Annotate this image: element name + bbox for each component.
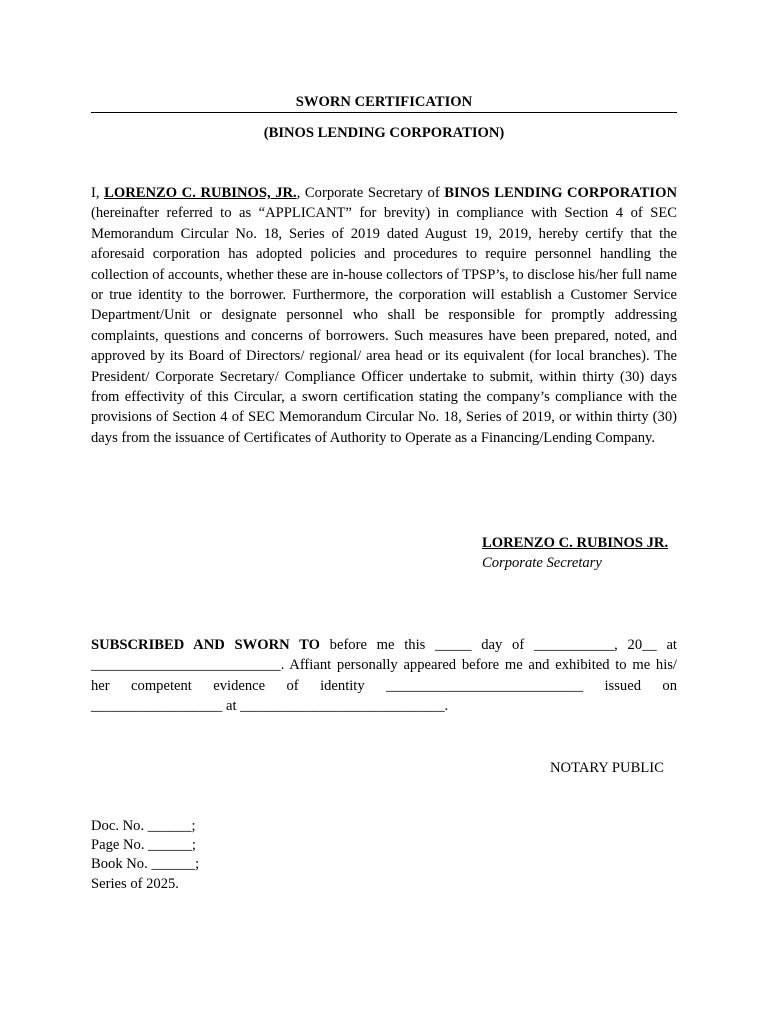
doc-no: Doc. No. ______; (91, 818, 196, 834)
series: Series of 2025. (91, 875, 179, 892)
jurat-text: before me this _____ day of ___________, 20__ at __________________________. Affiant personally appeared before me and exhibited to me his/ her competent evidence of identity ___________________________ issued on __________________ at ____________________________. (91, 637, 677, 715)
jurat-lead: SUBSCRIBED AND SWORN TO (91, 637, 320, 653)
para-rest: (hereinafter referred to as “APPLICANT” for brevity) in compliance with Section 4 of SEC Memorandum Circular No. 18, Series of 2019 dated August 19, 2019, hereby certify that the aforesaid corporation has adopted policies and procedures to require personnel handling the collection of accounts, whether these are in-house collectors of TPSP’s, to disclose his/her full name or true identity to the borrower. Furthermore, the corporation will establish a Customer Service Department/Unit or designate personnel who shall be responsible for promptly addressing complaints, questions and concerns of borrowers. Such measures have been prepared, noted, and approved by its Board of Directors/ regional/ area head or its equivalent (for local branches). The President/ Corporate Secretary/ Compliance Officer undertake to submit, within thirty (30) days from effectivity of this Circular, a sworn certification stating the company’s compliance with the provisions of Section 4 of SEC Memorandum Circular No. 18, Series of 2019, or within thirty (30) days from the issuance of Certificates of Authority to Operate as a Financing/Lending Company. (91, 205, 677, 446)
para-mid: , Corporate Secretary of (296, 185, 445, 201)
affiant-name: LORENZO C. RUBINOS, JR. (104, 185, 297, 201)
company-name: BINOS LENDING CORPORATION (444, 185, 678, 201)
document-title: SWORN CERTIFICATION (295, 94, 473, 110)
signatory-title: Corporate Secretary (482, 555, 602, 571)
signatory-name: LORENZO C. RUBINOS JR. (482, 535, 669, 551)
jurat-paragraph (91, 635, 677, 717)
notarial-register-block (91, 817, 199, 894)
document-subtitle: (BINOS LENDING CORPORATION) (263, 125, 505, 141)
page-no: Page No. ______; (91, 837, 196, 854)
book-no: Book No. ______; (91, 856, 200, 873)
title-divider (91, 112, 677, 113)
signature-block (482, 533, 668, 573)
certification-paragraph (91, 183, 677, 448)
para-start: I, (91, 185, 105, 201)
notary-public-label: NOTARY PUBLIC (550, 760, 664, 776)
